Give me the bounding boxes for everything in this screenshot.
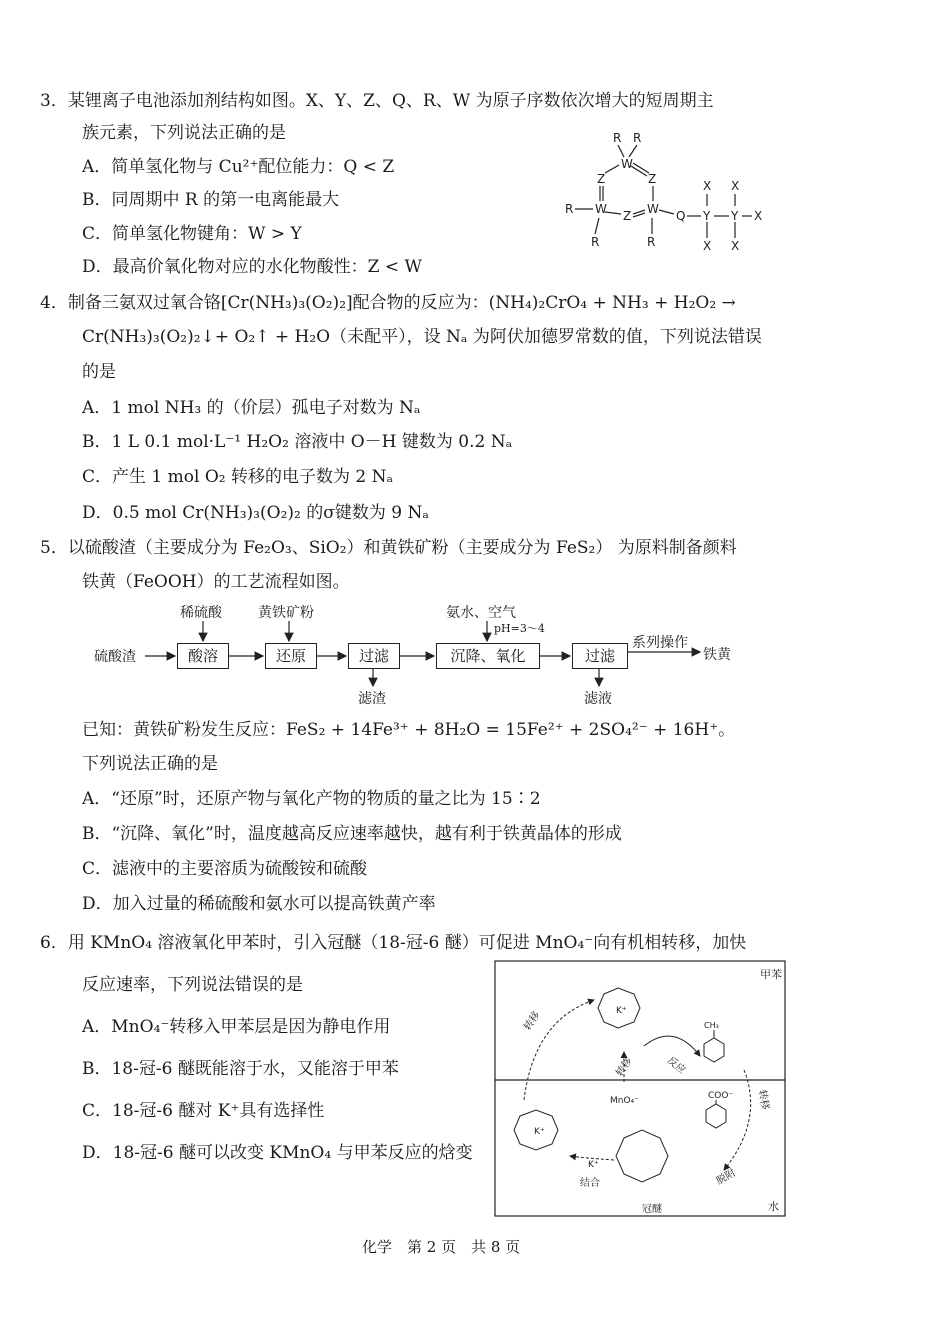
atom-label: X bbox=[754, 209, 763, 223]
q6-stem-line2: 反应速率，下列说法错误的是 bbox=[82, 975, 303, 995]
label-crown-ether: 冠醚 bbox=[642, 1204, 662, 1215]
q6-option-c: C．18-冠-6 醚对 K⁺具有选择性 bbox=[82, 1101, 325, 1121]
q6-stem-line1: 6．用 KMnO₄ 溶液氧化甲苯时，引入冠醚（18-冠-6 醚）可促进 MnO₄⁻向有机相转移，加快 bbox=[40, 933, 747, 953]
q3-option-b: B．同周期中 R 的第一电离能最大 bbox=[82, 190, 340, 210]
q6-option-d: D．18-冠-6 醚可以改变 KMnO₄ 与甲苯反应的焓变 bbox=[82, 1143, 473, 1163]
q3-option-d: D．最高价氧化物对应的水化物酸性：Z < W bbox=[82, 257, 422, 277]
label-k-left: K⁺ bbox=[534, 1127, 545, 1137]
label-transfer-right: 转移 bbox=[756, 1089, 771, 1111]
label-ch3: CH₃ bbox=[704, 1021, 719, 1030]
flow-box-filter-2: 过滤 bbox=[572, 643, 628, 669]
atom-label: R bbox=[647, 235, 656, 249]
atom-label: X bbox=[703, 239, 712, 253]
atom-label: Z bbox=[597, 172, 606, 186]
q3-option-c: C．简单氢化物键角：W > Y bbox=[82, 224, 302, 244]
phase-label-water: 水 bbox=[768, 1200, 779, 1213]
label-transfer-mid: 转移 bbox=[614, 1055, 635, 1079]
q5-ask: 下列说法正确的是 bbox=[82, 754, 218, 774]
q6-option-a: A．MnO₄⁻转移入甲苯层是因为静电作用 bbox=[82, 1017, 391, 1037]
label-k-free: K⁺ bbox=[588, 1160, 599, 1170]
phase-label-toluene: 甲苯 bbox=[760, 968, 782, 981]
atom-label: W bbox=[647, 202, 659, 216]
q4-option-c: C．产生 1 mol O₂ 转移的电子数为 2 Nₐ bbox=[82, 467, 394, 487]
q5-option-d: D．加入过量的稀硫酸和氨水可以提高铁黄产率 bbox=[82, 894, 436, 914]
flow-box-settle-oxidize: 沉降、氧化 bbox=[436, 643, 540, 669]
q3-option-a: A．简单氢化物与 Cu²⁺配位能力：Q < Z bbox=[82, 157, 395, 177]
atom-label: Q bbox=[676, 209, 686, 223]
atom-label: Y bbox=[703, 209, 711, 223]
label-k-top: K⁺ bbox=[616, 1006, 627, 1016]
q3-stem-line2: 族元素，下列说法正确的是 bbox=[82, 123, 286, 143]
flow-box-acid-dissolve: 酸溶 bbox=[177, 643, 229, 669]
atom-label: X bbox=[703, 179, 712, 193]
atom-label: X bbox=[731, 179, 740, 193]
label-react: 反应 bbox=[664, 1055, 688, 1077]
q5-known: 已知：黄铁矿粉发生反应：FeS₂ + 14Fe³⁺ + 8H₂O = 15Fe²⁺ + 2SO₄²⁻ + 16H⁺。 bbox=[82, 720, 736, 740]
flow-input-4: 氨水、空气 bbox=[446, 605, 516, 621]
atom-label: W bbox=[595, 202, 607, 216]
q4-option-a: A．1 mol NH₃ 的（价层）孤电子对数为 Nₐ bbox=[82, 398, 421, 418]
flow-condition-4: pH=3～4 bbox=[494, 622, 545, 635]
label-desorb: 脱附 bbox=[714, 1167, 738, 1188]
q5-option-b: B．“沉降、氧化”时，温度越高反应速率越快，越有利于铁黄晶体的形成 bbox=[82, 824, 622, 844]
flow-output-3: 滤渣 bbox=[358, 691, 386, 707]
flow-box-reduce: 还原 bbox=[265, 643, 317, 669]
q5-stem-line2: 铁黄（FeOOH）的工艺流程如图。 bbox=[82, 572, 350, 592]
atom-label: R bbox=[591, 235, 600, 249]
atom-label: W bbox=[621, 157, 633, 171]
flow-input-1: 稀硫酸 bbox=[180, 605, 222, 621]
flow-box-filter-1: 过滤 bbox=[348, 643, 400, 669]
atom-label: Z bbox=[623, 209, 632, 223]
q6-phase-transfer-diagram bbox=[494, 960, 786, 1218]
flow-input-2: 黄铁矿粉 bbox=[258, 605, 314, 621]
atom-label: Y bbox=[731, 209, 739, 223]
flow-operation: 系列操作 bbox=[632, 635, 688, 651]
atom-label: R bbox=[613, 131, 622, 145]
q5-stem-line1: 5．以硫酸渣（主要成分为 Fe₂O₃、SiO₂）和黄铁矿粉（主要成分为 FeS₂） 为原料制备颜料 bbox=[40, 538, 737, 558]
q4-stem-line3: 的是 bbox=[82, 362, 116, 382]
q4-stem-line1: 4．制备三氨双过氧合铬[Cr(NH₃)₃(O₂)₂]配合物的反应为：(NH₄)₂CrO₄ + NH₃ + H₂O₂ → bbox=[40, 293, 736, 313]
q4-stem-line2: Cr(NH₃)₃(O₂)₂↓+ O₂↑ + H₂O（未配平），设 Nₐ 为阿伏加德罗常数的值，下列说法错误 bbox=[82, 327, 762, 347]
label-combine: 结合 bbox=[580, 1178, 600, 1189]
label-transfer-left: 转移 bbox=[522, 1009, 543, 1033]
q4-option-d: D．0.5 mol Cr(NH₃)₃(O₂)₂ 的σ键数为 9 Nₐ bbox=[82, 503, 429, 523]
q6-option-b: B．18-冠-6 醚既能溶于水，又能溶于甲苯 bbox=[82, 1059, 399, 1079]
atom-label: R bbox=[633, 131, 642, 145]
label-coo: COO⁻ bbox=[708, 1091, 734, 1101]
flow-start-label: 硫酸渣 bbox=[94, 649, 136, 665]
flow-end-label: 铁黄 bbox=[703, 647, 731, 663]
atom-label: X bbox=[731, 239, 740, 253]
q3-stem-line1: 3．某锂离子电池添加剂结构如图。X、Y、Z、Q、R、W 为原子序数依次增大的短周期主 bbox=[40, 91, 714, 111]
atom-label: Z bbox=[648, 172, 657, 186]
q5-option-a: A．“还原”时，还原产物与氧化产物的物质的量之比为 15∶2 bbox=[82, 789, 541, 809]
label-mno4: MnO₄⁻ bbox=[610, 1096, 639, 1106]
atom-label: R bbox=[565, 202, 574, 216]
flow-output-5: 滤液 bbox=[584, 691, 612, 707]
q5-option-c: C．滤液中的主要溶质为硫酸铵和硫酸 bbox=[82, 859, 368, 879]
page-footer: 化学 第 2 页 共 8 页 bbox=[362, 1238, 521, 1256]
q4-option-b: B．1 L 0.1 mol·L⁻¹ H₂O₂ 溶液中 O－H 键数为 0.2 Nₐ bbox=[82, 432, 513, 452]
